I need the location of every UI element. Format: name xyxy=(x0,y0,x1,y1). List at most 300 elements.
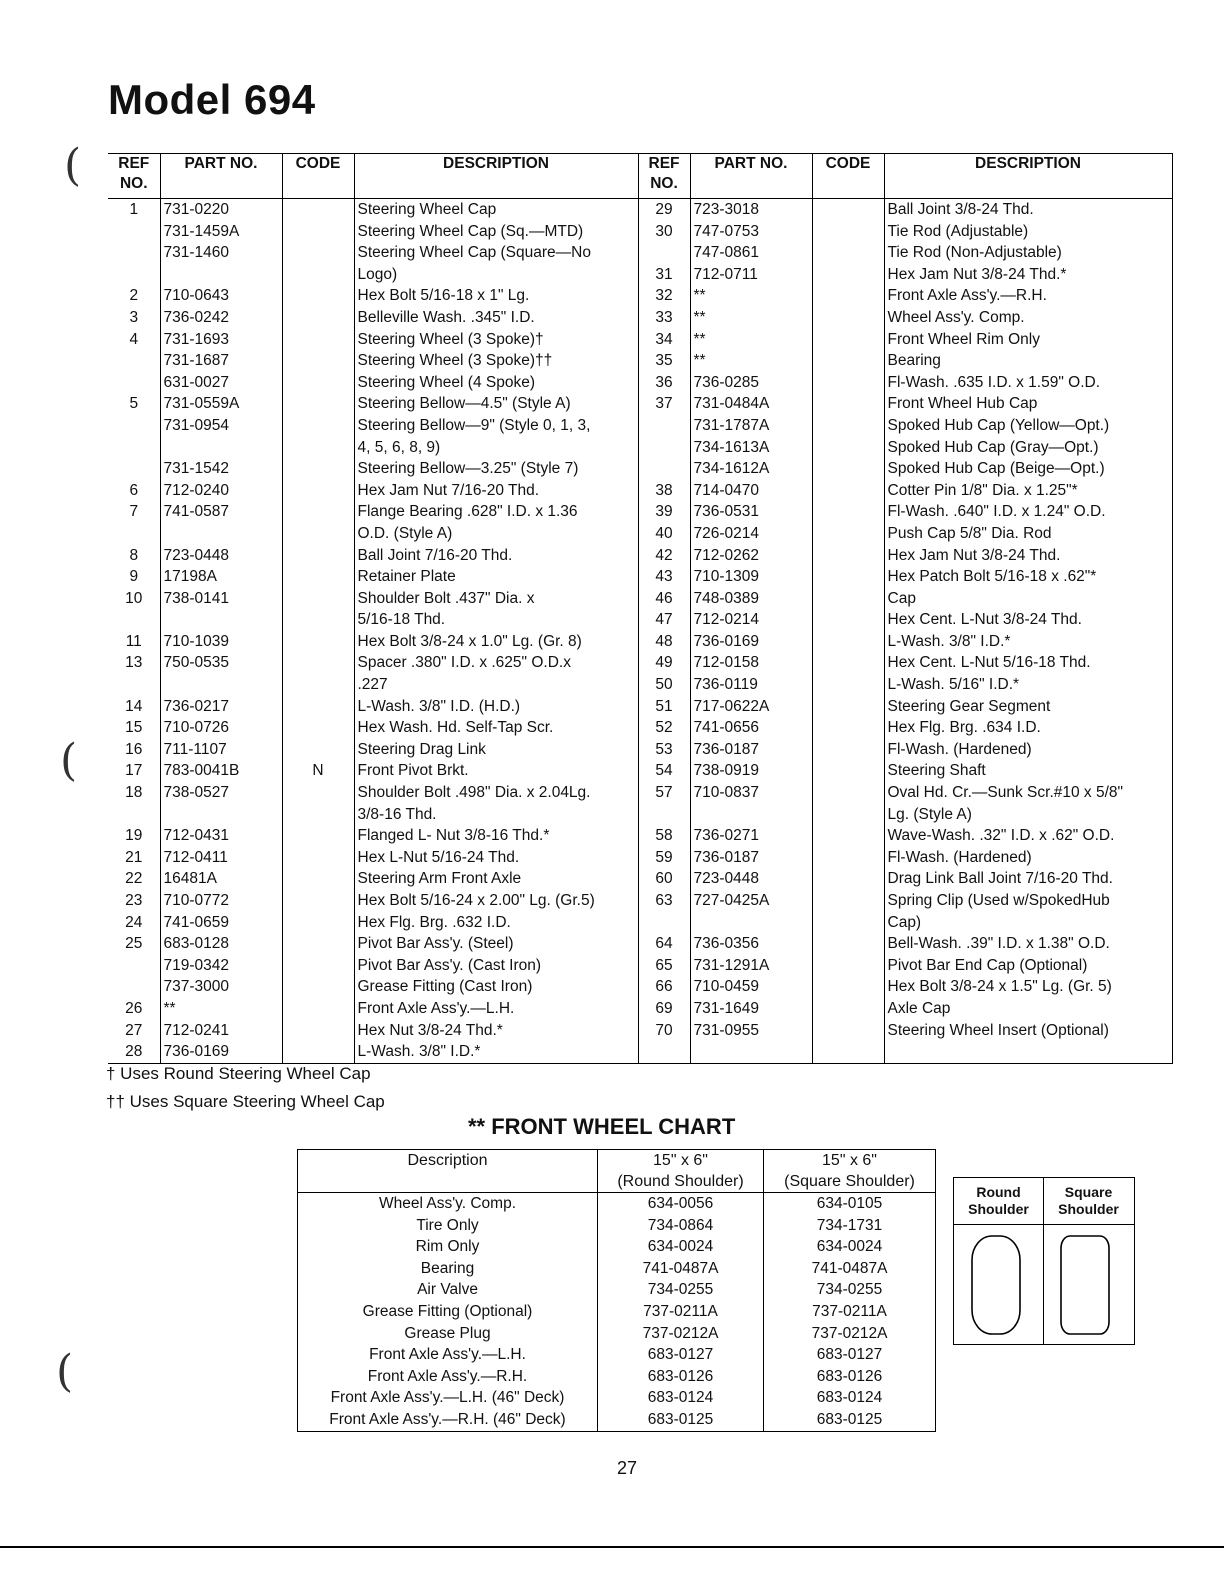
part-number-cell xyxy=(690,804,812,826)
square-part-cell: 683-0125 xyxy=(816,1410,883,1428)
part-number-cell: 714-0470 xyxy=(690,480,812,502)
table-row xyxy=(108,393,1172,415)
header-part: PART NO. xyxy=(690,154,812,199)
code-cell xyxy=(282,264,354,286)
table-row xyxy=(108,717,1172,739)
table-row xyxy=(108,868,1172,890)
part-number-cell: 783-0041B xyxy=(160,760,282,782)
ref-cell: 70 xyxy=(638,1020,690,1042)
table-row xyxy=(108,285,1172,307)
description-cell: Oval Hd. Cr.—Sunk Scr.#10 x 5/8" xyxy=(884,782,1172,804)
ref-cell: 22 xyxy=(125,870,143,888)
code-cell xyxy=(812,825,884,847)
table-row xyxy=(108,825,1172,847)
code-cell xyxy=(812,674,884,696)
ref-cell: 36 xyxy=(638,372,690,394)
chart-description-cell: Grease Plug xyxy=(298,1323,598,1345)
part-number-cell: 726-0214 xyxy=(690,523,812,545)
description-cell: Steering Wheel Cap (Square—No xyxy=(354,242,638,264)
ref-cell: 23 xyxy=(125,892,143,909)
chart-description-cell: Bearing xyxy=(298,1258,598,1280)
ref-cell: 64 xyxy=(638,933,690,955)
part-number-cell: 741-0659 xyxy=(160,912,282,934)
front-wheel-chart-title: ** FRONT WHEEL CHART xyxy=(468,1114,736,1139)
ref-cell xyxy=(108,415,160,437)
ref-cell: 19 xyxy=(125,827,143,845)
part-number-cell: 741-0587 xyxy=(160,501,282,523)
part-number-cell: ** xyxy=(690,307,812,329)
description-cell: Hex Cent. L-Nut 3/8-24 Thd. xyxy=(884,609,1172,631)
code-cell xyxy=(812,566,884,588)
description-cell: Spoked Hub Cap (Beige—Opt.) xyxy=(884,458,1172,480)
ref-cell: 13 xyxy=(125,654,143,672)
description-cell: Ball Joint 7/16-20 Thd. xyxy=(354,545,638,567)
page-title: Model 694 xyxy=(108,76,316,123)
description-cell: Hex Flg. Brg. .634 I.D. xyxy=(884,717,1172,739)
table-row xyxy=(108,329,1172,351)
table-row xyxy=(108,976,1172,998)
front-wheel-chart xyxy=(297,1149,936,1432)
ref-cell: 7 xyxy=(129,503,139,521)
code-cell xyxy=(282,998,354,1020)
part-number-cell: 719-0342 xyxy=(160,955,282,977)
code-cell xyxy=(812,847,884,869)
description-cell: Steering Bellow—3.25" (Style 7) xyxy=(354,458,638,480)
part-number-cell: 737-3000 xyxy=(160,976,282,998)
ref-cell: 14 xyxy=(125,697,143,715)
round-size: 15" x 6" xyxy=(653,1152,708,1169)
header-description: DESCRIPTION xyxy=(884,154,1172,199)
ref-cell: 30 xyxy=(638,221,690,243)
ref-cell: 16 xyxy=(125,740,143,758)
description-cell: Steering Wheel Cap (Sq.—MTD) xyxy=(354,221,638,243)
description-cell: Front Wheel Rim Only xyxy=(884,329,1172,351)
code-cell xyxy=(282,825,354,847)
code-cell xyxy=(282,545,354,567)
part-number-cell: ** xyxy=(690,329,812,351)
ref-cell: 66 xyxy=(638,976,690,998)
code-cell: N xyxy=(282,760,354,782)
part-number-cell: 710-0459 xyxy=(690,976,812,998)
description-cell: Cap) xyxy=(884,912,1172,934)
ref-cell: 29 xyxy=(638,199,690,221)
description-cell: Drag Link Ball Joint 7/16-20 Thd. xyxy=(884,868,1172,890)
code-cell xyxy=(812,609,884,631)
chart-row xyxy=(298,1193,936,1215)
part-number-cell: 731-1542 xyxy=(160,458,282,480)
code-cell xyxy=(812,350,884,372)
code-cell xyxy=(282,199,354,221)
code-cell xyxy=(812,652,884,674)
code-cell xyxy=(812,480,884,502)
table-row xyxy=(108,652,1172,674)
header-ref: REF NO. xyxy=(638,154,690,199)
round-shoulder-tire-icon xyxy=(972,1236,1020,1334)
ref-cell xyxy=(638,458,690,480)
description-cell: Lg. (Style A) xyxy=(884,804,1172,826)
description-cell: Pivot Bar End Cap (Optional) xyxy=(884,955,1172,977)
margin-mark: ( xyxy=(64,140,82,191)
round-part-cell: 683-0124 xyxy=(598,1387,764,1409)
part-number-cell: 731-1787A xyxy=(690,415,812,437)
ref-cell: 31 xyxy=(638,264,690,286)
square-part-cell: 683-0127 xyxy=(816,1346,883,1364)
ref-cell: 11 xyxy=(125,632,142,650)
code-cell xyxy=(812,933,884,955)
part-number-cell: 731-1693 xyxy=(160,329,282,351)
code-cell xyxy=(282,868,354,890)
chart-description-cell: Front Axle Ass'y.—L.H. (46" Deck) xyxy=(298,1387,598,1409)
description-cell xyxy=(884,1041,1172,1063)
ref-cell: 32 xyxy=(638,285,690,307)
part-number-cell: 710-1309 xyxy=(690,566,812,588)
ref-cell: 3 xyxy=(129,308,139,326)
chart-row xyxy=(298,1409,936,1431)
description-cell: Hex L-Nut 5/16-24 Thd. xyxy=(354,847,638,869)
part-number-cell: 631-0027 xyxy=(160,372,282,394)
part-number-cell: ** xyxy=(690,350,812,372)
description-cell: 4, 5, 6, 8, 9) xyxy=(354,437,638,459)
square-part-cell: 634-0105 xyxy=(816,1195,883,1212)
part-number-cell: 727-0425A xyxy=(690,890,812,912)
ref-cell: 46 xyxy=(638,588,690,610)
ref-cell xyxy=(108,523,160,545)
description-cell: Hex Jam Nut 7/16-20 Thd. xyxy=(354,480,638,502)
code-cell xyxy=(282,609,354,631)
code-cell xyxy=(282,480,354,502)
chart-description-cell: Grease Fitting (Optional) xyxy=(298,1301,598,1323)
part-number-cell: 738-0919 xyxy=(690,760,812,782)
description-cell: Hex Wash. Hd. Self-Tap Scr. xyxy=(354,717,638,739)
description-cell: L-Wash. 3/8" I.D.* xyxy=(354,1041,638,1063)
table-row xyxy=(108,1020,1172,1042)
code-cell xyxy=(812,329,884,351)
ref-cell: 4 xyxy=(129,330,139,348)
chart-row xyxy=(298,1387,936,1409)
ref-cell xyxy=(638,1041,690,1063)
chart-header-round xyxy=(598,1150,764,1193)
description-cell: Pivot Bar Ass'y. (Cast Iron) xyxy=(354,955,638,977)
ref-cell: 54 xyxy=(638,760,690,782)
ref-cell xyxy=(108,955,160,977)
description-cell: Tie Rod (Adjustable) xyxy=(884,221,1172,243)
ref-cell: 28 xyxy=(108,1041,160,1063)
ref-cell xyxy=(108,242,160,264)
description-cell: Hex Cent. L-Nut 5/16-18 Thd. xyxy=(884,652,1172,674)
part-number-cell xyxy=(690,912,812,934)
ref-cell: 35 xyxy=(638,350,690,372)
part-number-cell: 712-0262 xyxy=(690,545,812,567)
ref-cell: 43 xyxy=(638,566,690,588)
ref-cell xyxy=(638,912,690,934)
part-number-cell: 712-0431 xyxy=(160,825,282,847)
square-part-cell: 737-0211A xyxy=(812,1302,887,1320)
description-cell: Front Axle Ass'y.—L.H. xyxy=(354,998,638,1020)
square-part-cell: 734-1731 xyxy=(816,1216,883,1234)
part-number-cell: ** xyxy=(690,285,812,307)
ref-cell: 37 xyxy=(638,393,690,415)
part-number-cell xyxy=(160,523,282,545)
margin-mark: ( xyxy=(60,735,78,786)
table-row xyxy=(108,350,1172,372)
description-cell: Steering Wheel (4 Spoke) xyxy=(354,372,638,394)
table-row xyxy=(108,890,1172,912)
part-number-cell: 712-0158 xyxy=(690,652,812,674)
code-cell xyxy=(282,415,354,437)
description-cell: .227 xyxy=(354,674,638,696)
square-shoulder-heading: Square Shoulder xyxy=(1058,1184,1119,1217)
page-number: 27 xyxy=(617,1458,638,1478)
code-cell xyxy=(282,696,354,718)
chart-row xyxy=(298,1366,936,1388)
code-cell xyxy=(282,393,354,415)
part-number-cell: 748-0389 xyxy=(690,588,812,610)
part-number-cell: 750-0535 xyxy=(160,652,282,674)
code-cell xyxy=(282,933,354,955)
part-number-cell: 738-0141 xyxy=(160,588,282,610)
description-cell: Hex Bolt 5/16-18 x 1" Lg. xyxy=(354,285,638,307)
code-cell xyxy=(282,1041,354,1063)
description-cell: Steering Gear Segment xyxy=(884,696,1172,718)
code-cell xyxy=(282,329,354,351)
code-cell xyxy=(282,955,354,977)
ref-cell xyxy=(108,458,160,480)
parts-header-row xyxy=(108,154,1172,199)
code-cell xyxy=(812,696,884,718)
description-cell: 5/16-18 Thd. xyxy=(354,609,638,631)
code-cell xyxy=(282,674,354,696)
code-cell xyxy=(812,545,884,567)
square-part-cell: 737-0212A xyxy=(811,1324,888,1342)
code-cell xyxy=(282,1020,354,1042)
table-row xyxy=(108,372,1172,394)
chart-row xyxy=(298,1215,936,1237)
description-cell: L-Wash. 5/16" I.D.* xyxy=(884,674,1172,696)
code-cell xyxy=(282,739,354,761)
part-number-cell: 710-0643 xyxy=(160,285,282,307)
ref-cell: 34 xyxy=(638,329,690,351)
round-part-cell: 634-0056 xyxy=(598,1193,764,1215)
shoulder-diagram xyxy=(953,1177,1135,1345)
description-cell: Shoulder Bolt .498" Dia. x 2.04Lg. xyxy=(354,782,638,804)
description-cell: Flange Bearing .628" I.D. x 1.36 xyxy=(354,501,638,523)
ref-cell: 63 xyxy=(638,890,690,912)
code-cell xyxy=(282,976,354,998)
part-number-cell: 710-1039 xyxy=(160,631,282,653)
part-number-cell: 731-0484A xyxy=(690,393,812,415)
chart-description-cell: Front Axle Ass'y.—R.H. xyxy=(298,1366,598,1388)
description-cell: Steering Drag Link xyxy=(354,739,638,761)
description-cell: Cap xyxy=(884,588,1172,610)
description-cell: Logo) xyxy=(354,264,638,286)
code-cell xyxy=(812,264,884,286)
table-row xyxy=(108,1041,1172,1063)
ref-cell: 9 xyxy=(129,568,139,586)
code-cell xyxy=(282,717,354,739)
part-number-cell: 683-0128 xyxy=(160,933,282,955)
ref-cell xyxy=(108,221,160,243)
ref-cell xyxy=(638,437,690,459)
part-number-cell: 723-0448 xyxy=(690,868,812,890)
code-cell xyxy=(812,199,884,221)
chart-description-cell: Rim Only xyxy=(298,1236,598,1258)
part-number-cell: 736-0187 xyxy=(690,739,812,761)
table-row xyxy=(108,804,1172,826)
description-cell: Pivot Bar Ass'y. (Steel) xyxy=(354,933,638,955)
ref-cell: 24 xyxy=(125,913,143,931)
description-cell: 3/8-16 Thd. xyxy=(354,804,638,826)
ref-cell xyxy=(108,609,160,631)
part-number-cell xyxy=(160,264,282,286)
part-number-cell: 734-1612A xyxy=(690,458,812,480)
part-number-cell: 16481A xyxy=(160,868,282,890)
description-cell: Hex Jam Nut 3/8-24 Thd. xyxy=(884,545,1172,567)
round-part-cell: 737-0211A xyxy=(598,1301,764,1323)
part-number-cell: 731-1687 xyxy=(160,350,282,372)
ref-cell xyxy=(108,674,160,696)
square-part-cell: 734-0255 xyxy=(816,1281,883,1299)
round-part-cell: 737-0212A xyxy=(598,1323,764,1345)
code-cell xyxy=(282,631,354,653)
code-cell xyxy=(282,523,354,545)
table-row xyxy=(108,998,1172,1020)
description-cell: Hex Flg. Brg. .632 I.D. xyxy=(354,912,638,934)
description-cell: Hex Jam Nut 3/8-24 Thd.* xyxy=(884,264,1172,286)
code-cell xyxy=(812,912,884,934)
chart-row xyxy=(298,1323,936,1345)
round-part-cell: 734-0864 xyxy=(598,1215,764,1237)
description-cell: Belleville Wash. .345" I.D. xyxy=(354,307,638,329)
footnote-square-cap: †† Uses Square Steering Wheel Cap xyxy=(106,1092,385,1111)
chart-row xyxy=(298,1236,936,1258)
part-number-cell: 736-0531 xyxy=(690,501,812,523)
square-size: 15" x 6" xyxy=(822,1152,877,1169)
square-shoulder-label: (Square Shoulder) xyxy=(784,1173,915,1190)
ref-cell: 15 xyxy=(125,719,143,737)
code-cell xyxy=(812,415,884,437)
ref-cell xyxy=(638,415,690,437)
code-cell xyxy=(282,458,354,480)
description-cell: Flanged L- Nut 3/8-16 Thd.* xyxy=(354,825,638,847)
ref-cell: 39 xyxy=(638,501,690,523)
table-row xyxy=(108,480,1172,502)
code-cell xyxy=(812,804,884,826)
bottom-rule xyxy=(0,1546,1224,1548)
code-cell xyxy=(282,588,354,610)
code-cell xyxy=(812,955,884,977)
code-cell xyxy=(282,782,354,804)
description-cell: Push Cap 5/8" Dia. Rod xyxy=(884,523,1172,545)
ref-cell: 10 xyxy=(125,589,143,607)
code-cell xyxy=(282,350,354,372)
part-number-cell: 710-0772 xyxy=(160,890,282,912)
ref-cell: 25 xyxy=(125,935,143,953)
description-cell: Steering Bellow—9" (Style 0, 1, 3, xyxy=(354,415,638,437)
part-number-cell: 712-0411 xyxy=(160,847,282,869)
code-cell xyxy=(812,458,884,480)
table-row xyxy=(108,458,1172,480)
round-part-cell: 634-0024 xyxy=(598,1236,764,1258)
tire-profiles xyxy=(954,1178,1134,1344)
table-row xyxy=(108,696,1172,718)
square-part-cell: 634-0024 xyxy=(816,1238,883,1256)
part-number-cell: 710-0837 xyxy=(690,782,812,804)
description-cell: Axle Cap xyxy=(884,998,1172,1020)
chart-header-description: Description xyxy=(298,1150,598,1193)
code-cell xyxy=(812,523,884,545)
ref-cell: 50 xyxy=(638,674,690,696)
part-number-cell: 731-0220 xyxy=(160,199,282,221)
square-part-cell: 683-0124 xyxy=(816,1389,883,1407)
part-number-cell: 723-0448 xyxy=(160,545,282,567)
chart-row xyxy=(298,1344,936,1366)
description-cell: Front Wheel Hub Cap xyxy=(884,393,1172,415)
table-row xyxy=(108,242,1172,264)
ref-cell xyxy=(108,437,160,459)
ref-cell: 60 xyxy=(638,868,690,890)
table-row xyxy=(108,739,1172,761)
description-cell: Front Pivot Brkt. xyxy=(354,760,638,782)
table-row xyxy=(108,674,1172,696)
table-row xyxy=(108,264,1172,286)
code-cell xyxy=(282,221,354,243)
table-row xyxy=(108,933,1172,955)
description-cell: O.D. (Style A) xyxy=(354,523,638,545)
code-cell xyxy=(812,760,884,782)
header-code: CODE xyxy=(282,154,354,199)
description-cell: Hex Patch Bolt 5/16-18 x .62"* xyxy=(884,566,1172,588)
ref-cell xyxy=(108,372,160,394)
ref-cell xyxy=(638,242,690,264)
ref-cell: 69 xyxy=(638,998,690,1020)
code-cell xyxy=(812,588,884,610)
ref-cell xyxy=(108,264,160,286)
part-number-cell: 736-0169 xyxy=(690,631,812,653)
code-cell xyxy=(282,652,354,674)
chart-header-row xyxy=(298,1150,936,1193)
part-number-cell: 717-0622A xyxy=(690,696,812,718)
code-cell xyxy=(812,221,884,243)
code-cell xyxy=(282,501,354,523)
parts-table xyxy=(108,153,1173,1064)
table-row xyxy=(108,221,1172,243)
description-cell: Spoked Hub Cap (Gray—Opt.) xyxy=(884,437,1172,459)
chart-row xyxy=(298,1258,936,1280)
code-cell xyxy=(282,437,354,459)
code-cell xyxy=(282,242,354,264)
description-cell: Shoulder Bolt .437" Dia. x xyxy=(354,588,638,610)
part-number-cell: 736-0271 xyxy=(690,825,812,847)
part-number-cell: 747-0861 xyxy=(690,242,812,264)
ref-cell: 52 xyxy=(638,717,690,739)
square-shoulder-tire-icon xyxy=(1061,1236,1109,1334)
ref-cell: 40 xyxy=(638,523,690,545)
table-row xyxy=(108,566,1172,588)
round-part-cell: 683-0127 xyxy=(598,1344,764,1366)
part-number-cell: 731-0559A xyxy=(160,393,282,415)
description-cell: Steering Shaft xyxy=(884,760,1172,782)
part-number-cell: 731-1459A xyxy=(160,221,282,243)
ref-cell: 2 xyxy=(129,287,139,305)
description-cell: Hex Bolt 3/8-24 x 1.0" Lg. (Gr. 8) xyxy=(354,631,638,653)
ref-cell: 5 xyxy=(129,395,139,413)
ref-cell: 8 xyxy=(129,546,139,564)
table-row xyxy=(108,912,1172,934)
round-part-cell: 683-0126 xyxy=(598,1366,764,1388)
description-cell: Steering Bellow—4.5" (Style A) xyxy=(354,393,638,415)
description-cell: Wave-Wash. .32" I.D. x .62" O.D. xyxy=(884,825,1172,847)
ref-cell: 18 xyxy=(125,784,143,802)
